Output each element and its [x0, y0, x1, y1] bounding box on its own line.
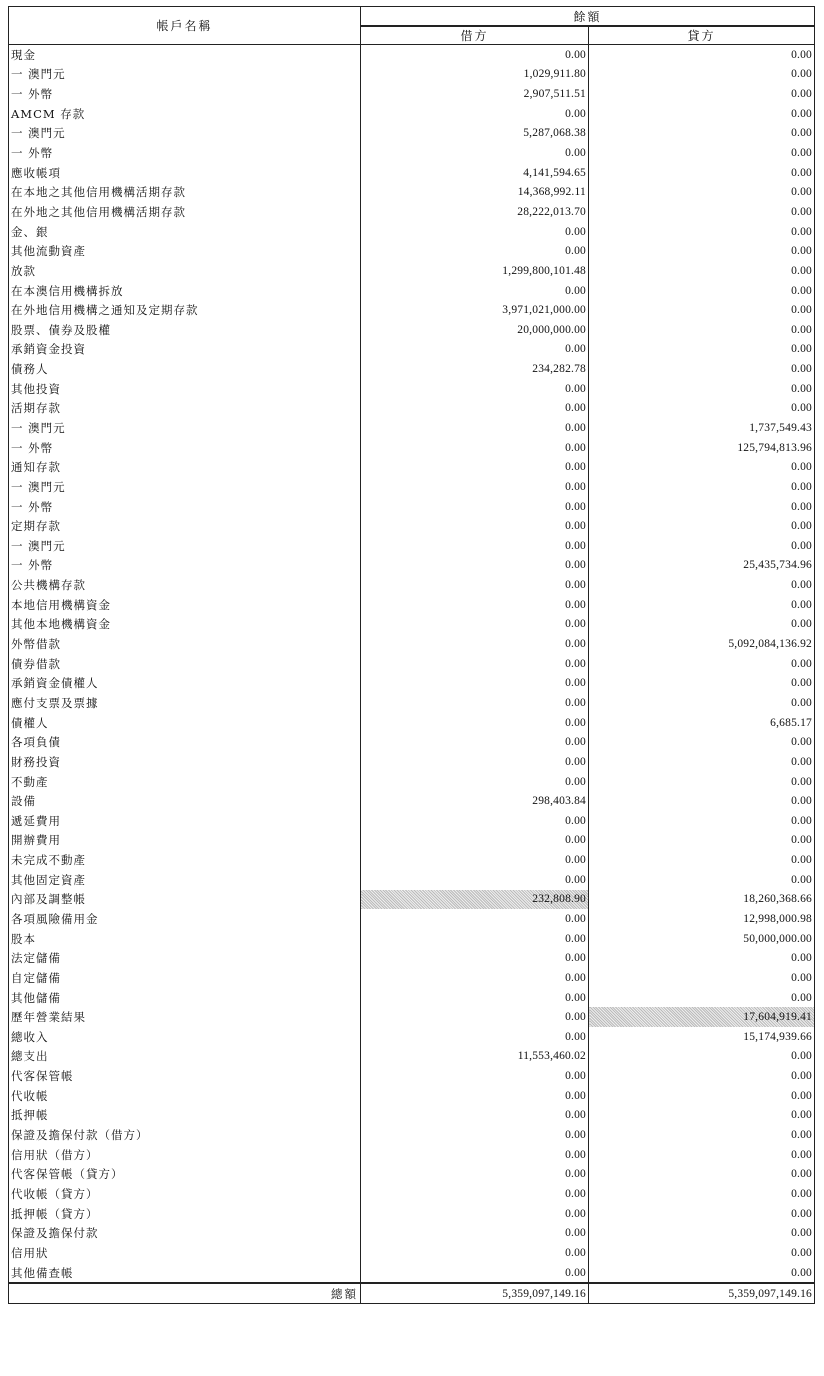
debit-cell: 11,553,460.02 — [361, 1047, 589, 1067]
table-row — [9, 752, 815, 772]
account-name-cell: 應付支票及票據 — [9, 693, 361, 713]
account-name-cell: 公共機構存款 — [9, 575, 361, 595]
account-name-cell: 其他備查帳 — [9, 1263, 361, 1284]
account-name-cell: 其他投資 — [9, 379, 361, 399]
account-name-cell: 內部及調整帳 — [9, 890, 361, 910]
credit-cell: 0.00 — [589, 477, 815, 497]
debit-cell: 20,000,000.00 — [361, 320, 589, 340]
table-row — [9, 890, 815, 910]
debit-cell: 5,287,068.38 — [361, 124, 589, 144]
debit-cell: 0.00 — [361, 1223, 589, 1243]
credit-cell: 0.00 — [589, 497, 815, 517]
credit-cell: 0.00 — [589, 752, 815, 772]
debit-cell: 0.00 — [361, 497, 589, 517]
credit-cell: 0.00 — [589, 831, 815, 851]
account-name-cell: 應收帳項 — [9, 163, 361, 183]
table-row — [9, 497, 815, 517]
credit-cell: 0.00 — [589, 870, 815, 890]
table-row — [9, 968, 815, 988]
credit-cell: 0.00 — [589, 65, 815, 85]
debit-cell: 0.00 — [361, 948, 589, 968]
debit-cell: 0.00 — [361, 143, 589, 163]
table-row — [9, 457, 815, 477]
account-name-cell: 總收入 — [9, 1027, 361, 1047]
table-row — [9, 634, 815, 654]
debit-cell: 0.00 — [361, 1165, 589, 1185]
table-row — [9, 1125, 815, 1145]
account-name-cell: 一 澳門元 — [9, 124, 361, 144]
table-row — [9, 202, 815, 222]
credit-cell: 0.00 — [589, 732, 815, 752]
debit-cell: 0.00 — [361, 693, 589, 713]
credit-cell: 17,604,919.41 — [589, 1007, 815, 1027]
debit-cell: 0.00 — [361, 418, 589, 438]
table-row — [9, 163, 815, 183]
debit-cell: 0.00 — [361, 615, 589, 635]
account-name-cell: 活期存款 — [9, 399, 361, 419]
table-row — [9, 1106, 815, 1126]
account-name-cell: 一 澳門元 — [9, 477, 361, 497]
account-name-cell: 不動產 — [9, 772, 361, 792]
account-name-cell: 其他本地機構資金 — [9, 615, 361, 635]
debit-cell: 0.00 — [361, 340, 589, 360]
table-row — [9, 674, 815, 694]
debit-cell: 0.00 — [361, 45, 589, 65]
debit-cell: 1,029,911.80 — [361, 65, 589, 85]
debit-cell: 0.00 — [361, 556, 589, 576]
table-row — [9, 713, 815, 733]
table-row — [9, 1204, 815, 1224]
table-row — [9, 477, 815, 497]
account-name-cell: 債權人 — [9, 713, 361, 733]
credit-cell: 0.00 — [589, 968, 815, 988]
debit-cell: 0.00 — [361, 674, 589, 694]
debit-cell: 0.00 — [361, 1086, 589, 1106]
account-name-cell: 在本地之其他信用機構活期存款 — [9, 182, 361, 202]
account-name-cell: 債務人 — [9, 359, 361, 379]
debit-cell: 0.00 — [361, 713, 589, 733]
credit-header: 貸方 — [589, 26, 815, 45]
table-row — [9, 988, 815, 1008]
debit-cell: 1,299,800,101.48 — [361, 261, 589, 281]
account-name-header: 帳戶名稱 — [9, 7, 361, 45]
credit-cell: 1,737,549.43 — [589, 418, 815, 438]
debit-cell: 232,808.90 — [361, 890, 589, 910]
credit-cell: 0.00 — [589, 516, 815, 536]
table-row — [9, 831, 815, 851]
account-name-cell: 代客保管帳（貸方） — [9, 1165, 361, 1185]
credit-cell: 0.00 — [589, 104, 815, 124]
credit-cell: 0.00 — [589, 772, 815, 792]
account-name-cell: 承銷資金債權人 — [9, 674, 361, 694]
debit-cell: 0.00 — [361, 1007, 589, 1027]
account-name-cell: 在外地之其他信用機構活期存款 — [9, 202, 361, 222]
credit-cell: 0.00 — [589, 399, 815, 419]
debit-cell: 0.00 — [361, 1027, 589, 1047]
table-row — [9, 772, 815, 792]
credit-cell: 0.00 — [589, 300, 815, 320]
account-name-cell: 本地信用機構資金 — [9, 595, 361, 615]
account-name-cell: 歷年營業結果 — [9, 1007, 361, 1027]
credit-cell: 0.00 — [589, 1106, 815, 1126]
credit-cell: 0.00 — [589, 1086, 815, 1106]
table-row — [9, 870, 815, 890]
credit-cell: 0.00 — [589, 1184, 815, 1204]
account-name-cell: 各項風險備用金 — [9, 909, 361, 929]
credit-cell: 125,794,813.96 — [589, 438, 815, 458]
credit-cell: 18,260,368.66 — [589, 890, 815, 910]
debit-cell: 0.00 — [361, 654, 589, 674]
total-debit: 5,359,097,149.16 — [361, 1283, 589, 1304]
debit-cell: 0.00 — [361, 536, 589, 556]
account-name-cell: 遞延費用 — [9, 811, 361, 831]
table-row — [9, 379, 815, 399]
credit-cell: 0.00 — [589, 1047, 815, 1067]
credit-cell: 0.00 — [589, 84, 815, 104]
account-name-cell: 一 澳門元 — [9, 536, 361, 556]
table-row — [9, 300, 815, 320]
account-name-cell: 其他儲備 — [9, 988, 361, 1008]
debit-cell: 0.00 — [361, 1125, 589, 1145]
table-row — [9, 438, 815, 458]
credit-cell: 0.00 — [589, 1145, 815, 1165]
account-name-cell: 一 外幣 — [9, 84, 361, 104]
table-row — [9, 1066, 815, 1086]
credit-cell: 0.00 — [589, 1165, 815, 1185]
table-row — [9, 261, 815, 281]
account-name-cell: 設備 — [9, 791, 361, 811]
account-name-cell: 定期存款 — [9, 516, 361, 536]
credit-cell: 0.00 — [589, 457, 815, 477]
debit-cell: 28,222,013.70 — [361, 202, 589, 222]
table-row — [9, 1027, 815, 1047]
debit-cell: 0.00 — [361, 929, 589, 949]
account-name-cell: 放款 — [9, 261, 361, 281]
account-name-cell: 財務投資 — [9, 752, 361, 772]
account-name-cell: 未完成不動產 — [9, 850, 361, 870]
account-name-cell: 保證及擔保付款（借方） — [9, 1125, 361, 1145]
debit-cell: 0.00 — [361, 772, 589, 792]
account-name-cell: 法定儲備 — [9, 948, 361, 968]
debit-cell: 0.00 — [361, 379, 589, 399]
debit-cell: 0.00 — [361, 516, 589, 536]
table-row — [9, 281, 815, 301]
account-name-cell: 在外地信用機構之通知及定期存款 — [9, 300, 361, 320]
account-name-cell: 抵押帳（貸方） — [9, 1204, 361, 1224]
table-row — [9, 1165, 815, 1185]
balance-header: 餘額 — [361, 7, 815, 27]
table-row — [9, 615, 815, 635]
table-row — [9, 1223, 815, 1243]
account-name-cell: 債券借款 — [9, 654, 361, 674]
account-name-cell: 一 外幣 — [9, 497, 361, 517]
table-row — [9, 1145, 815, 1165]
account-name-cell: 各項負債 — [9, 732, 361, 752]
table-row — [9, 124, 815, 144]
table-row — [9, 516, 815, 536]
credit-cell: 0.00 — [589, 182, 815, 202]
total-row — [9, 1283, 815, 1304]
debit-cell: 0.00 — [361, 595, 589, 615]
credit-cell: 0.00 — [589, 379, 815, 399]
account-name-cell: 在本澳信用機構拆放 — [9, 281, 361, 301]
account-name-cell: 外幣借款 — [9, 634, 361, 654]
debit-cell: 0.00 — [361, 575, 589, 595]
total-label: 總額 — [9, 1283, 361, 1304]
debit-cell: 0.00 — [361, 1066, 589, 1086]
table-row — [9, 732, 815, 752]
table-row — [9, 1263, 815, 1284]
account-name-cell: 總支出 — [9, 1047, 361, 1067]
table-row — [9, 556, 815, 576]
table-row — [9, 575, 815, 595]
debit-cell: 0.00 — [361, 909, 589, 929]
debit-cell: 0.00 — [361, 1243, 589, 1263]
account-name-cell: 抵押帳 — [9, 1106, 361, 1126]
debit-cell: 0.00 — [361, 988, 589, 1008]
credit-cell: 0.00 — [589, 1243, 815, 1263]
table-row — [9, 536, 815, 556]
account-name-cell: 其他流動資產 — [9, 241, 361, 261]
credit-cell: 0.00 — [589, 948, 815, 968]
debit-cell: 0.00 — [361, 732, 589, 752]
table-row — [9, 1086, 815, 1106]
account-name-cell: 代收帳（貸方） — [9, 1184, 361, 1204]
table-row — [9, 1184, 815, 1204]
debit-cell: 4,141,594.65 — [361, 163, 589, 183]
table-row — [9, 595, 815, 615]
account-name-cell: 開辦費用 — [9, 831, 361, 851]
table-row — [9, 65, 815, 85]
total-credit: 5,359,097,149.16 — [589, 1283, 815, 1304]
account-name-cell: 通知存款 — [9, 457, 361, 477]
credit-cell: 50,000,000.00 — [589, 929, 815, 949]
credit-cell: 0.00 — [589, 850, 815, 870]
debit-cell: 0.00 — [361, 1106, 589, 1126]
debit-cell: 0.00 — [361, 457, 589, 477]
table-row — [9, 929, 815, 949]
credit-cell: 0.00 — [589, 241, 815, 261]
credit-cell: 0.00 — [589, 1125, 815, 1145]
credit-cell: 0.00 — [589, 45, 815, 65]
debit-cell: 0.00 — [361, 241, 589, 261]
account-name-cell: 一 外幣 — [9, 556, 361, 576]
account-name-cell: 一 外幣 — [9, 438, 361, 458]
credit-cell: 0.00 — [589, 536, 815, 556]
table-row — [9, 320, 815, 340]
credit-cell: 0.00 — [589, 674, 815, 694]
debit-cell: 0.00 — [361, 968, 589, 988]
credit-cell: 0.00 — [589, 988, 815, 1008]
credit-cell: 12,998,000.98 — [589, 909, 815, 929]
credit-cell: 0.00 — [589, 693, 815, 713]
table-row — [9, 1047, 815, 1067]
trial-balance-table — [8, 6, 815, 1304]
debit-cell: 0.00 — [361, 1145, 589, 1165]
account-name-cell: 一 澳門元 — [9, 418, 361, 438]
account-name-cell: 自定儲備 — [9, 968, 361, 988]
credit-cell: 0.00 — [589, 654, 815, 674]
account-name-cell: 其他固定資產 — [9, 870, 361, 890]
account-name-cell: 現金 — [9, 45, 361, 65]
debit-cell: 0.00 — [361, 752, 589, 772]
debit-cell: 0.00 — [361, 281, 589, 301]
table-row — [9, 948, 815, 968]
table-row — [9, 850, 815, 870]
credit-cell: 6,685.17 — [589, 713, 815, 733]
account-name-cell: 代客保管帳 — [9, 1066, 361, 1086]
account-name-cell: 信用狀 — [9, 1243, 361, 1263]
table-row — [9, 811, 815, 831]
table-row — [9, 1007, 815, 1027]
debit-cell: 0.00 — [361, 477, 589, 497]
debit-cell: 0.00 — [361, 850, 589, 870]
credit-cell: 0.00 — [589, 261, 815, 281]
credit-cell: 15,174,939.66 — [589, 1027, 815, 1047]
table-row — [9, 693, 815, 713]
debit-cell: 0.00 — [361, 222, 589, 242]
table-row — [9, 791, 815, 811]
debit-cell: 0.00 — [361, 870, 589, 890]
table-row — [9, 340, 815, 360]
table-footer — [9, 1283, 815, 1304]
account-name-cell: 股票、債券及股權 — [9, 320, 361, 340]
credit-cell: 0.00 — [589, 791, 815, 811]
table-row — [9, 143, 815, 163]
debit-cell: 0.00 — [361, 399, 589, 419]
debit-cell: 0.00 — [361, 634, 589, 654]
credit-cell: 5,092,084,136.92 — [589, 634, 815, 654]
debit-cell: 298,403.84 — [361, 791, 589, 811]
credit-cell: 0.00 — [589, 615, 815, 635]
account-name-cell: 承銷資金投資 — [9, 340, 361, 360]
table-row — [9, 418, 815, 438]
debit-cell: 0.00 — [361, 831, 589, 851]
debit-cell: 234,282.78 — [361, 359, 589, 379]
debit-cell: 3,971,021,000.00 — [361, 300, 589, 320]
debit-cell: 0.00 — [361, 1184, 589, 1204]
table-row — [9, 222, 815, 242]
account-name-cell: 代收帳 — [9, 1086, 361, 1106]
credit-cell: 0.00 — [589, 1263, 815, 1284]
debit-cell: 0.00 — [361, 1263, 589, 1284]
credit-cell: 0.00 — [589, 359, 815, 379]
table-row — [9, 182, 815, 202]
credit-cell: 0.00 — [589, 202, 815, 222]
table-row — [9, 1243, 815, 1263]
account-name-cell: 一 外幣 — [9, 143, 361, 163]
table-row — [9, 45, 815, 65]
debit-cell: 14,368,992.11 — [361, 182, 589, 202]
credit-cell: 0.00 — [589, 124, 815, 144]
debit-cell: 0.00 — [361, 104, 589, 124]
account-name-cell: 金、銀 — [9, 222, 361, 242]
debit-cell: 2,907,511.51 — [361, 84, 589, 104]
credit-cell: 0.00 — [589, 811, 815, 831]
account-name-cell: AMCM 存款 — [9, 104, 361, 124]
credit-cell: 0.00 — [589, 1204, 815, 1224]
table-row — [9, 909, 815, 929]
credit-cell: 0.00 — [589, 143, 815, 163]
table-body — [9, 45, 815, 1284]
table-header — [9, 7, 815, 45]
account-name-cell: 保證及擔保付款 — [9, 1223, 361, 1243]
credit-cell: 0.00 — [589, 222, 815, 242]
credit-cell: 0.00 — [589, 281, 815, 301]
credit-cell: 0.00 — [589, 595, 815, 615]
credit-cell: 0.00 — [589, 320, 815, 340]
table-row — [9, 241, 815, 261]
table-row — [9, 84, 815, 104]
debit-cell: 0.00 — [361, 1204, 589, 1224]
account-name-cell: 一 澳門元 — [9, 65, 361, 85]
table-row — [9, 399, 815, 419]
table-row — [9, 359, 815, 379]
table-row — [9, 104, 815, 124]
debit-cell: 0.00 — [361, 811, 589, 831]
credit-cell: 0.00 — [589, 163, 815, 183]
credit-cell: 25,435,734.96 — [589, 556, 815, 576]
credit-cell: 0.00 — [589, 1066, 815, 1086]
credit-cell: 0.00 — [589, 340, 815, 360]
debit-header: 借方 — [361, 26, 589, 45]
account-name-cell: 信用狀（借方） — [9, 1145, 361, 1165]
credit-cell: 0.00 — [589, 575, 815, 595]
account-name-cell: 股本 — [9, 929, 361, 949]
table-row — [9, 654, 815, 674]
credit-cell: 0.00 — [589, 1223, 815, 1243]
debit-cell: 0.00 — [361, 438, 589, 458]
